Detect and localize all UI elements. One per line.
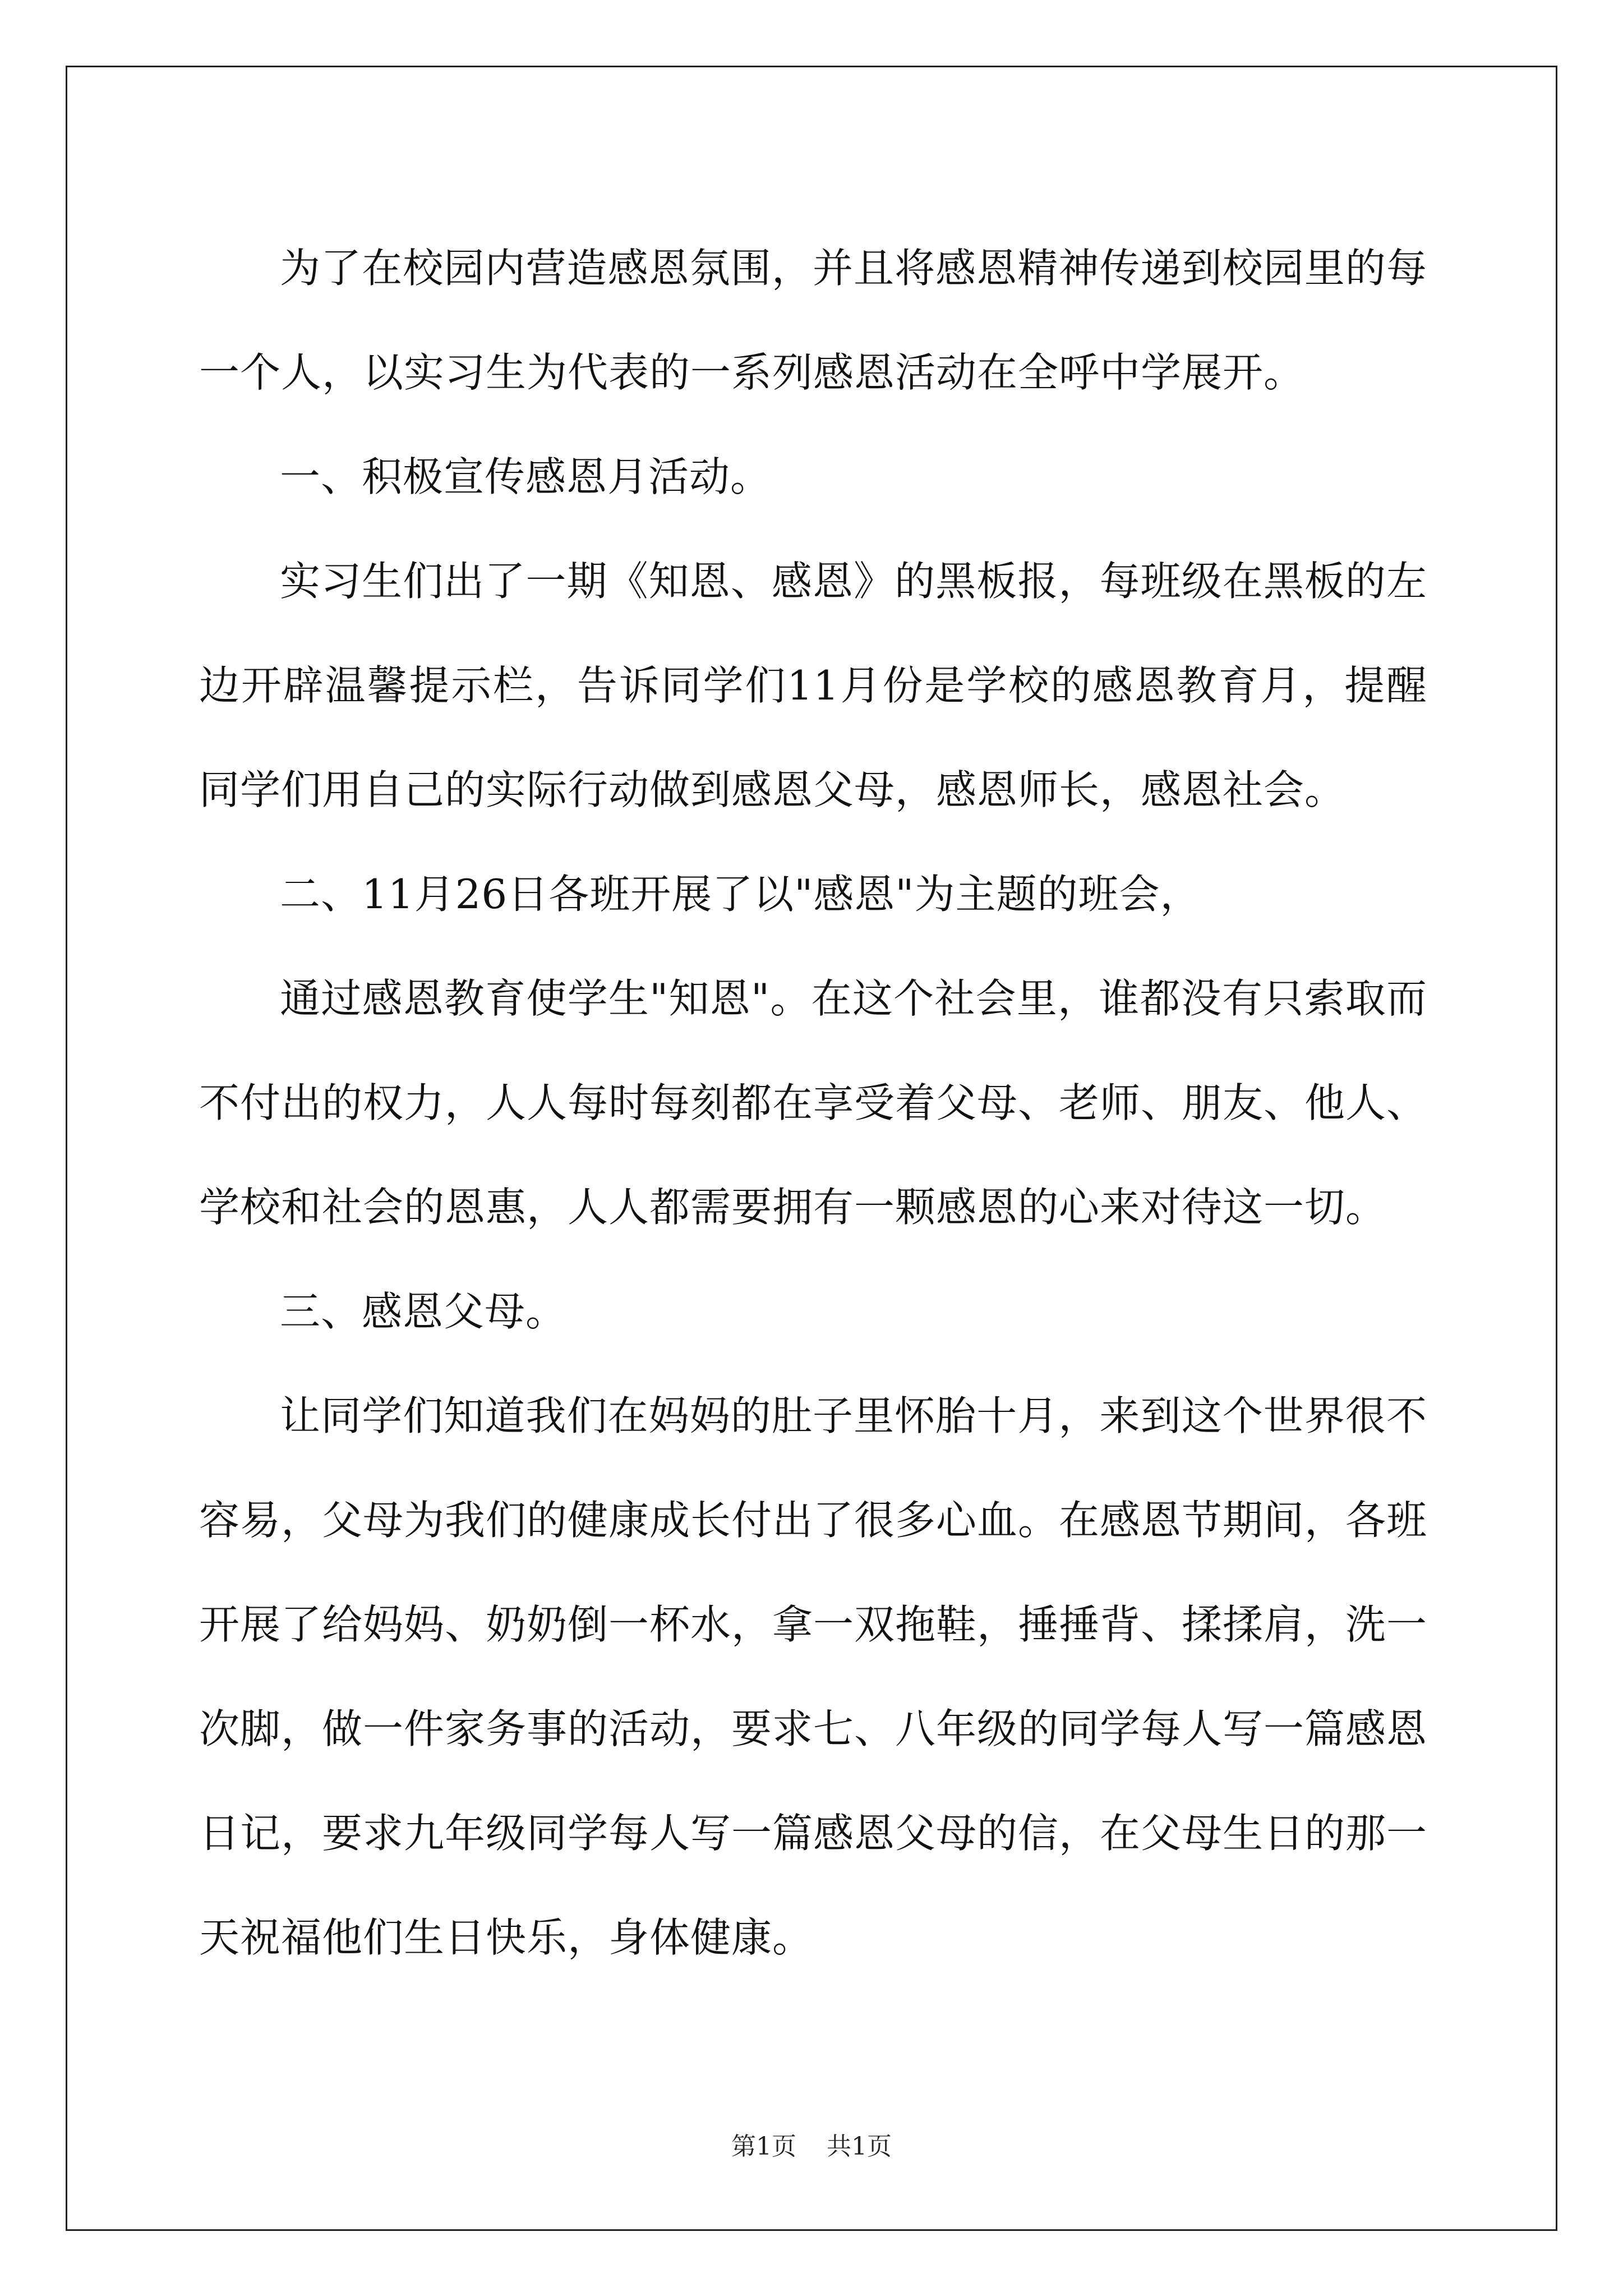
paragraph-blackboard: 实习生们出了一期《知恩、感恩》的黑板报，每班级在黑板的左边开辟温馨提示栏，告诉同学们11月份是学校的感恩教育月，提醒同学们用自己的实际行动做到感恩父母，感恩师长，感恩社会。 (199, 558, 1427, 813)
paragraph-parents: 让同学们知道我们在妈妈的肚子里怀胎十月，来到这个世界很不容易，父母为我们的健康成长付出了很多心血。在感恩节期间，各班开展了给妈妈、奶奶倒一杯水，拿一双拖鞋，捶捶背、揉揉肩，洗一次脚，做一件家务事的活动，要求七、八年级的同学每人写一篇感恩日记，要求九年级同学每人写一篇感恩父母的信，在父母生日的那一天祝福他们生日快乐，身体健康。 (199, 1392, 1428, 1961)
page-footer (0, 2126, 1623, 2162)
paragraph-heading-3: 三、感恩父母。 (280, 1288, 567, 1335)
page-number-total: 共1页 (827, 2132, 892, 2161)
paragraph-heading-1: 一、积极宣传感恩月活动。 (280, 453, 772, 500)
document-body (199, 216, 1427, 1990)
paragraph-class-meeting: 通过感恩教育使学生"知恩"。在这个社会里，谁都没有只索取而不付出的权力，人人每时每刻都在享受着父母、老师、朋友、他人、学校和社会的恩惠，人人都需要拥有一颗感恩的心来对待这一切。 (199, 975, 1428, 1231)
paragraph-intro: 为了在校园内营造感恩氛围，并且将感恩精神传递到校园里的每一个人，以实习生为代表的一系列感恩活动在全呼中学展开。 (199, 245, 1427, 396)
page-number-current: 第1页 (731, 2132, 796, 2161)
paragraph-heading-2: 二、11月26日各班开展了以"感恩"为主题的班会， (280, 871, 1201, 918)
